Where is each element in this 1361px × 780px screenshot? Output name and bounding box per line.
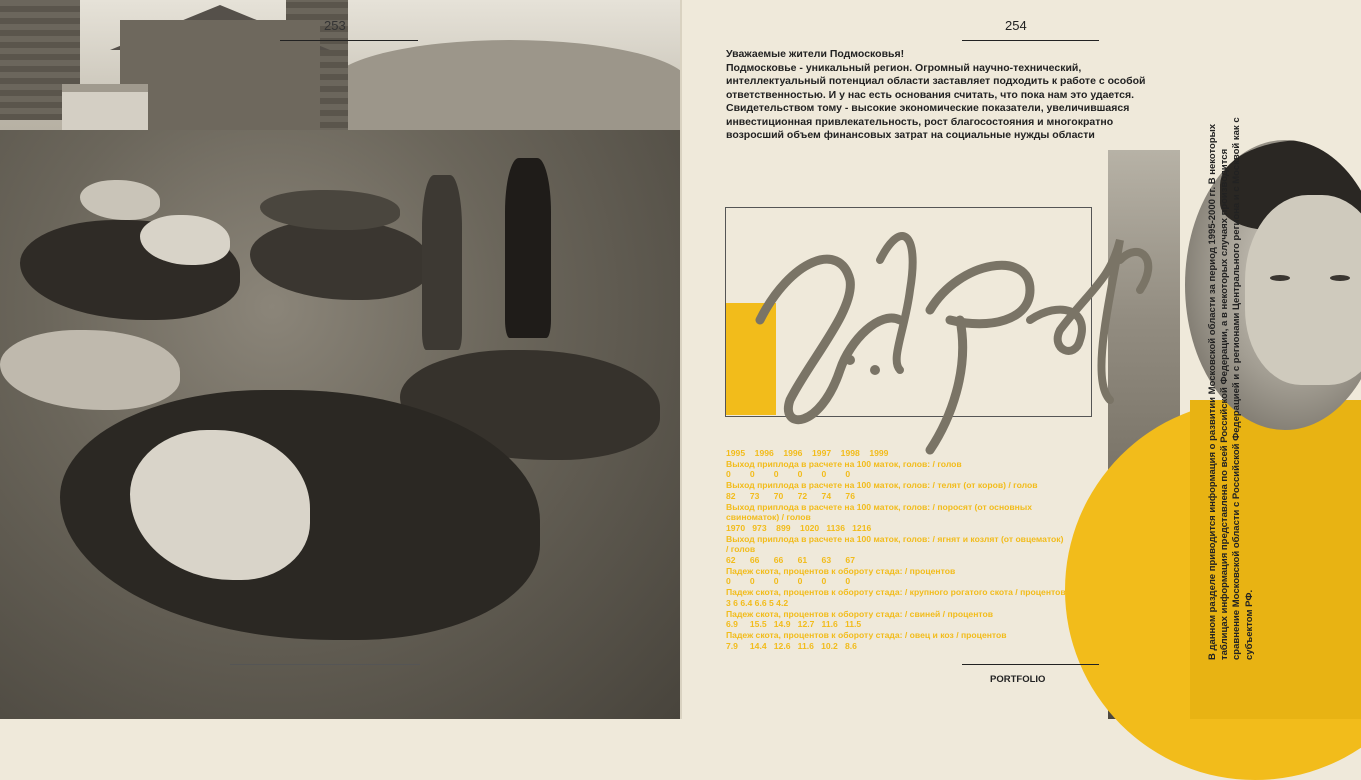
photo-barn: [120, 20, 320, 140]
left-footer-rule: [230, 664, 420, 665]
stats-row: 82 73 70 72 74 76: [726, 490, 855, 501]
stats-row: 7.9 14.4 12.6 11.6 10.2 8.6: [726, 640, 857, 651]
vertical-caption: В данном разделе приводится информация о развитии Московской области за период 1995-2000 гг. В некоторых таблицах информация представлена по всей Российской Федерации, а в некоторых случаях производится сравнение Московской области с Российской Федерацией и с регионами Центрального региона и с Москвой как с субъектом РФ.: [1207, 117, 1255, 660]
photo-child: [422, 175, 462, 350]
stats-row: Падеж скота, процентов к обороту стада: / крупного рогатого скота / процентов 3 6 6.4 6.6 5 4.2: [726, 587, 1066, 608]
stats-table: [726, 448, 1066, 651]
signature-stroke: [1030, 240, 1120, 400]
portrait-eye: [1330, 275, 1350, 281]
left-header-rule: [280, 40, 418, 41]
page-gutter: [680, 0, 682, 719]
stats-row: 1970 973 899 1020 1136 1216: [726, 522, 872, 533]
letter-body: Подмосковье - уникальный регион. Огромный научно-технический, интеллектуальный потенциал области заставляет подходить к работе с особой ответственностью. И у нас есть основания считать, что пока нам это удается. Свидетельством тому - высокие экономические показатели, увеличившаяся инвестиционная привлекательность, рост благосостояния и многократно возросший объем финансовых затрат на социальные нужды области: [726, 61, 1146, 141]
signature-dot: [845, 355, 855, 365]
portrait-face: [1245, 195, 1361, 385]
signature-stroke: [760, 259, 900, 420]
right-page-number: 254: [1005, 18, 1027, 33]
stats-row: 0 0 0 0 0 0: [726, 576, 851, 587]
portrait-eye: [1270, 275, 1290, 281]
photo-hill: [330, 40, 680, 130]
photo-shed: [62, 84, 148, 136]
signature-stroke: [930, 265, 1030, 450]
right-footer-rule: [962, 664, 1099, 665]
stats-row: 0 0 0 0 0 0: [726, 469, 851, 480]
stats-row: 62 66 66 61 63 67: [726, 555, 855, 566]
letter-greeting: Уважаемые жители Подмосковья!: [726, 48, 905, 60]
signature-dot: [870, 365, 880, 375]
footer-label: PORTFOLIO: [990, 674, 1046, 685]
stats-row: Выход приплода в расчете на 100 маток, голов: / ягнят и козлят (от овцематок) / голов: [726, 533, 1064, 555]
stats-row: 6.9 15.5 14.9 12.7 11.6 11.5: [726, 619, 862, 630]
signature-stroke: [1120, 252, 1148, 290]
farm-photo: [0, 0, 680, 719]
stats-row: Выход приплода в расчете на 100 маток, голов: / голов: [726, 458, 962, 469]
address-letter: [726, 48, 1156, 143]
stats-row: 1995 1996 1996 1997 1998 1999: [726, 448, 889, 458]
photo-child: [505, 158, 551, 338]
right-header-rule: [962, 40, 1099, 41]
left-page-number: 253: [324, 18, 346, 33]
stats-row: Падеж скота, процентов к обороту стада: / процентов: [726, 565, 956, 576]
stats-row: Выход приплода в расчете на 100 маток, голов: / поросят (от основных свиноматок) / голов: [726, 501, 1032, 523]
stats-row: Выход приплода в расчете на 100 маток, голов: / телят (от коров) / голов: [726, 480, 1038, 491]
signature-stroke: [880, 236, 913, 370]
stats-row: Падеж скота, процентов к обороту стада: / свиней / процентов: [726, 608, 994, 619]
stats-row: Падеж скота, процентов к обороту стада: / овец и коз / процентов: [726, 629, 1007, 640]
